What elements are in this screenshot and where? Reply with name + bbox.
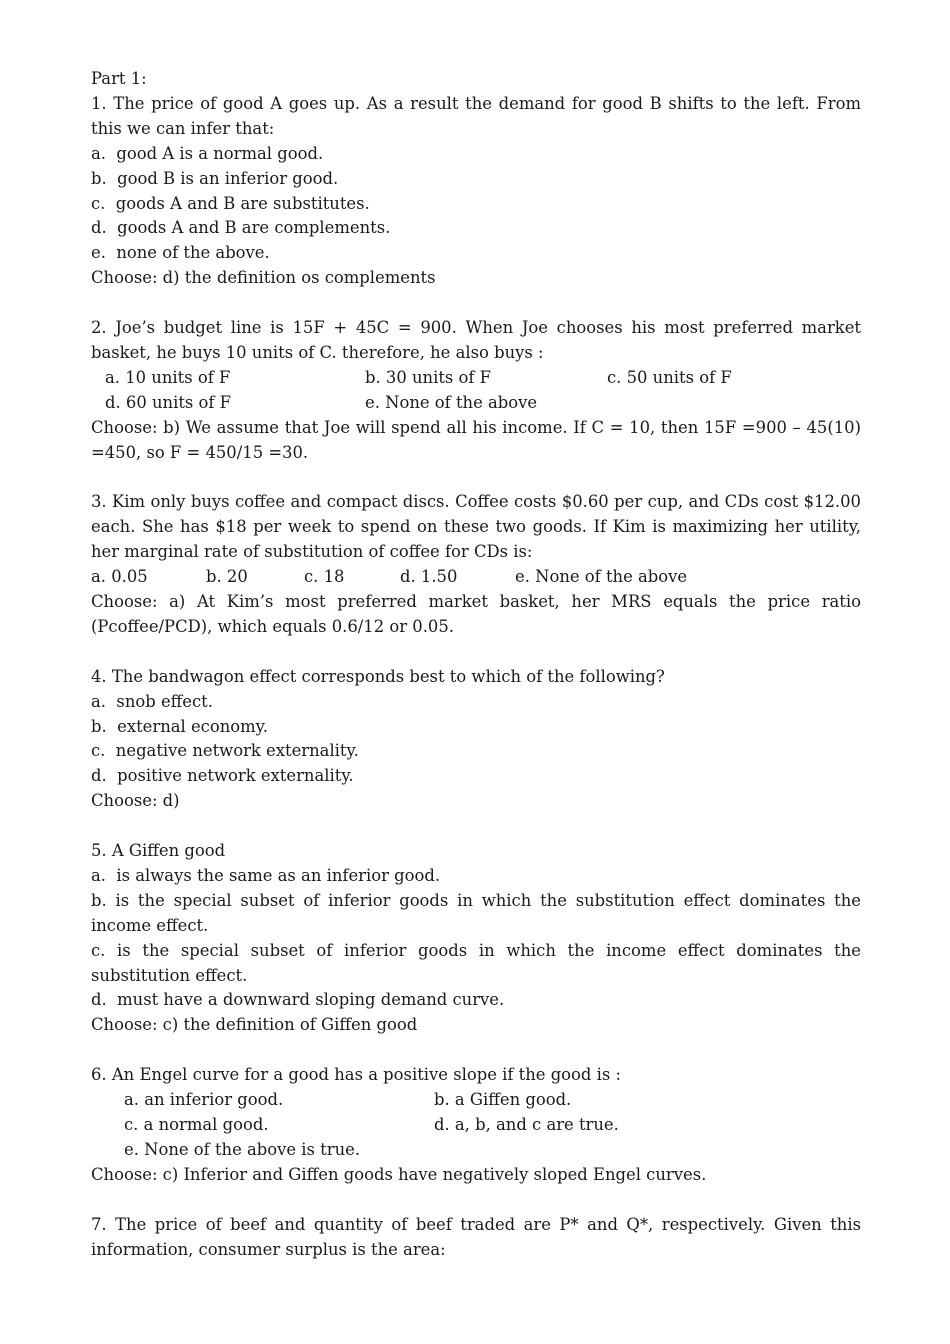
question-1-stem: 1. The price of good A goes up. As a result the demand for good B shifts to the left. From this we can infer that: [91, 93, 861, 138]
question-7-stem: 7. The price of beef and quantity of beef traded are P* and Q*, respectively. Given this information, consumer surplus is the area: [91, 1214, 861, 1259]
question-5-option-d: d. must have a downward sloping demand curve. [91, 990, 505, 1010]
question-3-option-a: a. 0.05 [91, 567, 148, 587]
question-1-answer: Choose: d) the definition os complements [91, 268, 436, 288]
question-6-option-e: e. None of the above is true. [124, 1139, 361, 1159]
question-3-option-d: d. 1.50 [400, 567, 458, 587]
part-title: Part 1: [91, 69, 147, 88]
question-3-answer: Choose: a) At Kim’s most preferred market basket, her MRS equals the price ratio (Pcoffee/PCD), which equals 0.6/12 or 0.05. [91, 592, 861, 636]
question-6-option-d: d. a, b, and c are true. [434, 1114, 619, 1134]
document-page [91, 67, 861, 1262]
question-2-option-c: c. 50 units of F [607, 367, 732, 387]
question-2-stem: 2. Joe’s budget line is 15F + 45C = 900. When Joe chooses his most preferred market basket, he buys 10 units of C. therefore, he also buys : [91, 318, 861, 362]
question-5-option-b: b. is the special subset of inferior goods in which the substitution effect dominates the income effect. [91, 890, 861, 935]
question-6-option-c: c. a normal good. [124, 1114, 269, 1134]
question-3-option-c: c. 18 [304, 567, 345, 587]
question-4-option-d: d. positive network externality. [91, 766, 354, 786]
question-4-option-a: a. snob effect. [91, 691, 213, 711]
question-6-option-b: b. a Giffen good. [434, 1090, 572, 1110]
question-6-answer: Choose: c) Inferior and Giffen goods have negatively sloped Engel curves. [91, 1164, 707, 1184]
question-6-options-row-2 [91, 1113, 861, 1138]
question-5-stem: 5. A Giffen good [91, 841, 226, 861]
question-1-option-b: b. good B is an inferior good. [91, 168, 339, 188]
question-3-option-e: e. None of the above [515, 567, 688, 587]
question-2-options-row-2 [91, 391, 861, 416]
question-2-option-b: b. 30 units of F [365, 367, 492, 387]
question-5-option-a: a. is always the same as an inferior good. [91, 865, 441, 885]
question-1-option-a: a. good A is a normal good. [91, 143, 324, 163]
question-1-option-e: e. none of the above. [91, 243, 270, 263]
question-4-option-c: c. negative network externality. [91, 741, 359, 761]
question-4-stem: 4. The bandwagon effect corresponds best to which of the following? [91, 666, 665, 686]
question-2-option-e: e. None of the above [365, 392, 538, 412]
question-2-options-row-1 [91, 366, 861, 391]
question-3-stem: 3. Kim only buys coffee and compact discs. Coffee costs $0.60 per cup, and CDs cost $12.00 each. She has $18 per week to spend on these two goods. If Kim is maximizing her utility, her marginal rate of substitution of coffee for CDs is: [91, 492, 861, 562]
question-6-options-row-1 [91, 1088, 861, 1113]
question-3-options-row [91, 565, 861, 590]
question-2-option-d: d. 60 units of F [105, 392, 232, 412]
question-1-option-c: c. goods A and B are substitutes. [91, 193, 370, 213]
question-6-options-row-3 [91, 1138, 861, 1163]
question-5-answer: Choose: c) the definition of Giffen good [91, 1015, 418, 1035]
question-6-option-a: a. an inferior good. [124, 1090, 284, 1110]
question-1-option-d: d. goods A and B are complements. [91, 218, 391, 238]
question-6-stem: 6. An Engel curve for a good has a positive slope if the good is : [91, 1065, 622, 1085]
question-5-option-c: c. is the special subset of inferior goods in which the income effect dominates the substitution effect. [91, 940, 861, 985]
question-4-answer: Choose: d) [91, 791, 180, 811]
question-2-option-a: a. 10 units of F [105, 367, 231, 387]
question-2-answer: Choose: b) We assume that Joe will spend all his income. If C = 10, then 15F =900 – 45(10) =450, so F = 450/15 =30. [91, 417, 861, 462]
question-4-option-b: b. external economy. [91, 716, 268, 736]
question-3-option-b: b. 20 [206, 567, 248, 587]
